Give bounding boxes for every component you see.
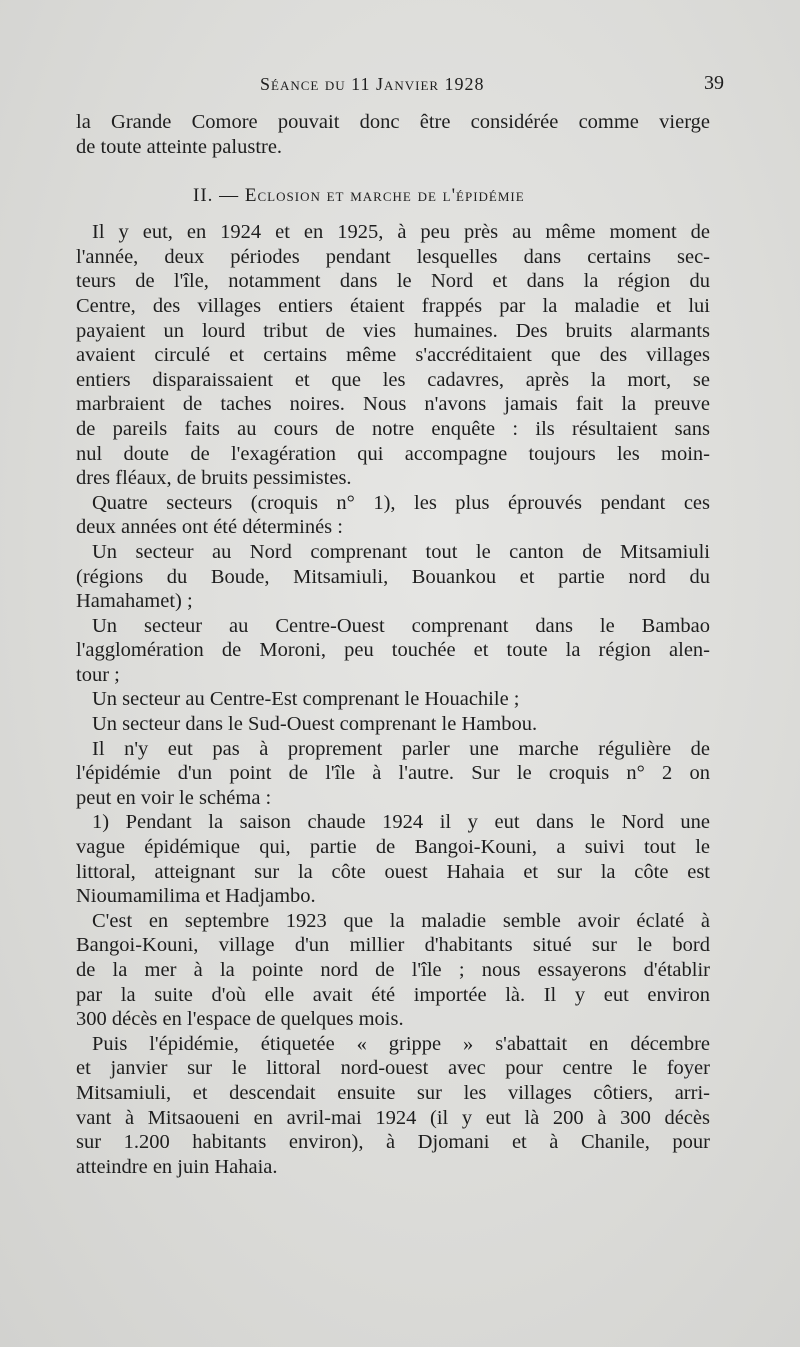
text-line: tour ; (76, 663, 120, 686)
section-heading: II. — Eclosion et marche de l'épidémie (193, 185, 525, 207)
text-line: (régions du Boude, Mitsamiuli, Bouankou et partie nord du (76, 565, 710, 588)
text-line: de pareils faits au cours de notre enquête : ils résultaient sans (76, 417, 710, 440)
text-line: marbraient de taches noires. Nous n'avons jamais fait la preuve (76, 393, 710, 416)
text-line: Il y eut, en 1924 et en 1925, à peu près au même moment de (92, 221, 710, 244)
text-line: sur 1.200 habitants environ), à Djomani et à Chanile, pour (76, 1131, 710, 1154)
text-line: par la suite d'où elle avait été importée là. Il y eut environ (76, 983, 710, 1006)
text-line: littoral, atteignant sur la côte ouest Hahaia et sur la côte est (76, 860, 710, 883)
text-line: la Grande Comore pouvait donc être considérée comme vierge (76, 111, 710, 133)
text-line: Hamahamet) ; (76, 590, 193, 613)
text-line: atteindre en juin Hahaia. (76, 1155, 278, 1178)
text-line: l'agglomération de Moroni, peu touchée et toute la région alen- (76, 639, 710, 662)
running-head (76, 70, 724, 110)
text-line: Puis l'épidémie, étiquetée « grippe » s'abattait en décembre (92, 1032, 710, 1055)
text-line: 1) Pendant la saison chaude 1924 il y eut dans le Nord une (92, 811, 710, 834)
text-line: Un secteur au Nord comprenant tout le canton de Mitsamiuli (92, 540, 710, 563)
text-line: nul doute de l'exagération qui accompagne toujours les moin- (76, 442, 710, 465)
text-line: payaient un lourd tribut de vies humaines. Des bruits alarmants (76, 319, 710, 342)
text-line: Quatre secteurs (croquis n° 1), les plus éprouvés pendant ces (92, 491, 710, 514)
text-line: vant à Mitsaoueni en avril-mai 1924 (il y eut là 200 à 300 décès (76, 1106, 710, 1129)
page-number: 39 (704, 72, 724, 94)
text-line: Bangoi-Kouni, village d'un millier d'habitants situé sur le bord (76, 934, 710, 957)
text-line: l'année, deux périodes pendant lesquelles dans certains sec- (76, 245, 710, 268)
text-line: et janvier sur le littoral nord-ouest avec pour centre le foyer (76, 1057, 710, 1080)
text-line: Centre, des villages entiers étaient frappés par la maladie et lui (76, 294, 710, 317)
text-line: entiers disparaissaient et que les cadavres, après la mort, se (76, 368, 710, 391)
text-line: teurs de l'île, notamment dans le Nord et dans la région du (76, 270, 710, 293)
body-text (76, 220, 710, 1179)
intro-paragraph (76, 110, 710, 159)
text-line: Un secteur au Centre-Est comprenant le Houachile ; (92, 688, 520, 711)
text-line: 300 décès en l'espace de quelques mois. (76, 1008, 404, 1031)
text-line: de la mer à la pointe nord de l'île ; nous essayerons d'établir (76, 959, 710, 981)
text-line: vague épidémique qui, partie de Bangoi-Kouni, a suivi tout le (76, 836, 710, 859)
text-line: de toute atteinte palustre. (76, 135, 283, 158)
text-line: deux années ont été déterminés : (76, 516, 343, 539)
text-line: l'épidémie d'un point de l'île à l'autre. Sur le croquis n° 2 on (76, 762, 710, 785)
text-line: Un secteur dans le Sud-Ouest comprenant le Hambou. (92, 713, 538, 736)
running-title: Séance du 11 Janvier 1928 (260, 74, 485, 94)
text-line: Il n'y eut pas à proprement parler une marche régulière de (92, 737, 710, 760)
text-line: Un secteur au Centre-Ouest comprenant dans le Bambao (92, 614, 710, 637)
text-line: C'est en septembre 1923 que la maladie semble avoir éclaté à (92, 909, 710, 932)
text-line: avaient circulé et certains même s'accréditaient que des villages (76, 344, 710, 367)
text-line: Nioumamilima et Hadjambo. (76, 885, 316, 908)
text-line: Mitsamiuli, et descendait ensuite sur les villages côtiers, arri- (76, 1081, 710, 1104)
text-line: peut en voir le schéma : (76, 786, 272, 809)
text-line: dres fléaux, de bruits pessimistes. (76, 467, 352, 490)
